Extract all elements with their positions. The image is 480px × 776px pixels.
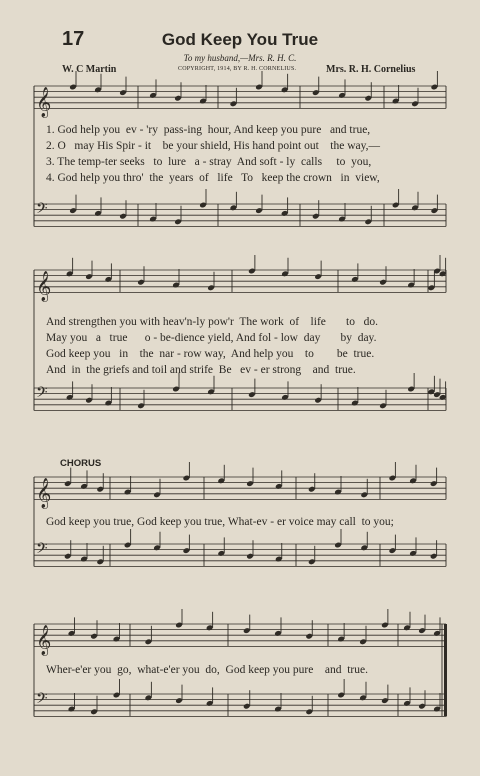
chorus-line-2: Wher-e'er you go, what-e'er you do, God keep you pure and true. (46, 664, 368, 676)
bass-clef-icon: 𝄢 (36, 540, 48, 561)
hymn-title: God Keep You True (161, 30, 319, 49)
hymn-number: 17 (62, 28, 85, 50)
verse-3-line-2: God keep you in the nar - row way, And help you to be true. (46, 348, 375, 360)
treble-clef-icon: 𝄞 (36, 478, 52, 509)
verse-3-line-1: 3. The temp-ter seeks to lure a - stray And soft - ly calls to you, (46, 156, 372, 168)
treble-clef-icon: 𝄞 (36, 87, 52, 118)
copyright-notice: COPYRIGHT, 1914, BY R. H. CORNELIUS. (178, 66, 297, 72)
verse-1-line-2: And strengthen you with heav'n-ly pow'r The work of life to do. (46, 316, 378, 328)
composer-credit: W. C Martin (62, 64, 117, 75)
verse-4-line-2: And in the griefs and toil and strife Be ev - er strong and true. (46, 364, 356, 376)
bass-clef-icon: 𝄢 (36, 384, 48, 405)
author-credit: Mrs. R. H. Cornelius (326, 64, 416, 75)
chorus-line-1: God keep you true, God keep you true, What-ev - er voice may call to you; (46, 516, 394, 528)
dedication: To my husband,—Mrs. R. H. C. (183, 53, 297, 63)
bass-clef-icon: 𝄢 (36, 200, 48, 221)
verse-2-line-1: 2. O may His Spir - it be your shield, His hand point out the way,— (46, 140, 380, 152)
verse-1-line-1: 1. God help you ev - 'ry pass-ing hour, And keep you pure and true, (46, 124, 371, 136)
bass-clef-icon: 𝄢 (36, 690, 48, 711)
verse-2-line-2: May you a true o - be-dience yield, And fol - low day by day. (46, 332, 377, 344)
verse-4-line-1: 4. God help you thro' the years of life To keep the crown in view, (46, 172, 380, 184)
chorus-label: CHORUS (60, 458, 102, 469)
final-barline-thick (444, 624, 447, 716)
treble-clef-icon: 𝄞 (36, 625, 52, 656)
treble-clef-icon: 𝄞 (36, 271, 52, 302)
